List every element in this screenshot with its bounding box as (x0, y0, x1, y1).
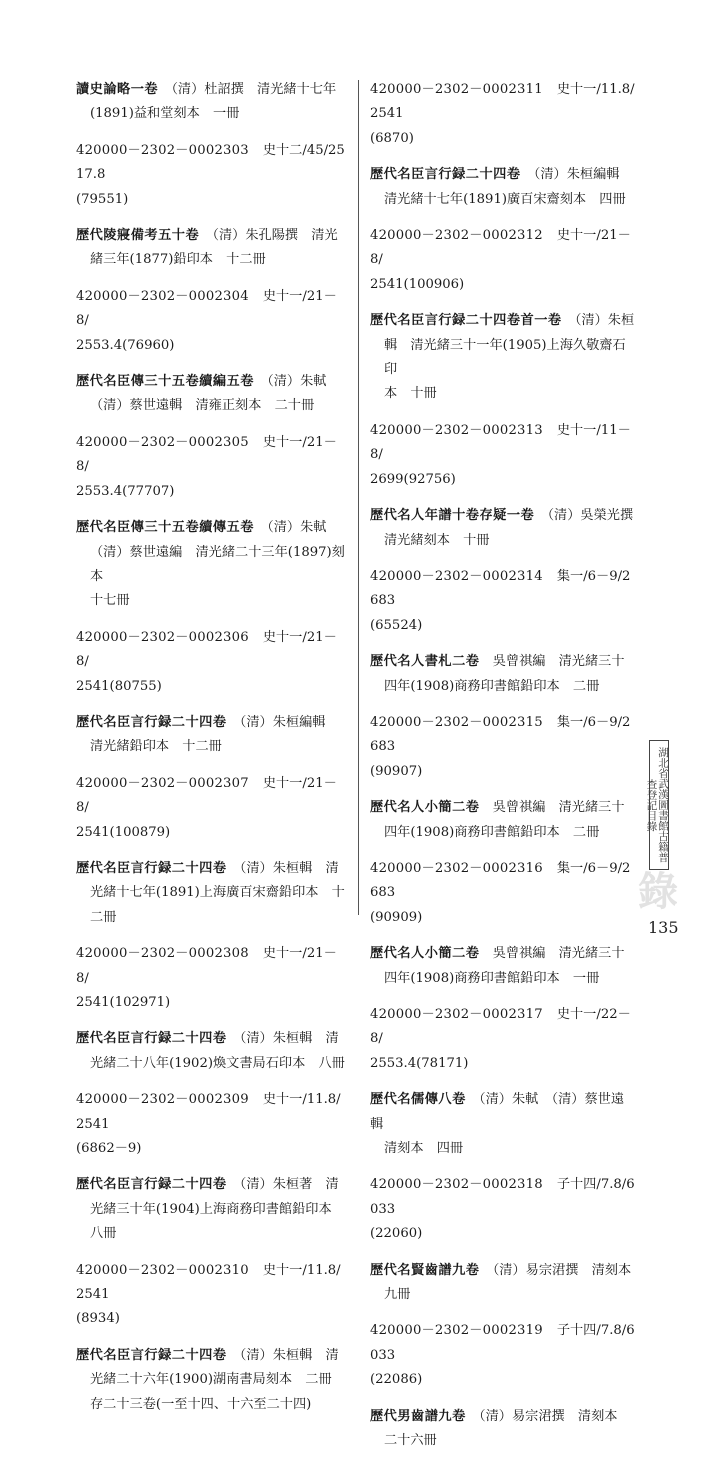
record-code-entry (76, 626, 348, 699)
call-number: 史十一/11.8/2541 (76, 1092, 341, 1132)
book-title: 歷代名臣言行録二十四卷 (76, 1347, 227, 1363)
book-title: 歷代名臣言行録二十四卷 (370, 167, 521, 183)
book-title: 歷代名賢齒譜九卷 (370, 1262, 480, 1278)
call-number: 史十一/21－8/ (76, 629, 337, 670)
call-number: 史十一/22－8/ (370, 1007, 631, 1047)
record-code: 420000－2302－0002305 (76, 434, 249, 450)
book-description-continued: 二冊 (90, 909, 117, 925)
book-title: 歷代名臣傳三十五卷續編五卷 (76, 374, 254, 390)
book-description-continued: 清光緒十七年(1891)廣百宋齋刻本 四冊 (384, 191, 626, 207)
book-description: 吳曾祺編 清光緒三十 (492, 800, 625, 816)
book-description: （清）朱桓輯 清 (239, 1031, 339, 1047)
record-code-entry (370, 224, 636, 297)
record-code: 420000－2302－0002309 (76, 1092, 249, 1108)
record-code-entry (76, 942, 348, 1015)
page-number: 135 (648, 918, 679, 937)
book-description: （清）朱桓輯 清 (239, 1347, 339, 1363)
call-number-continued: (6862－9) (76, 1141, 142, 1157)
book-title: 歷代名人書札二卷 (370, 654, 480, 670)
book-description: （清）易宗涒撰 清刻本 (479, 1408, 618, 1424)
record-code: 420000－2302－0002314 (370, 568, 543, 584)
call-number: 史十一/21－8/ (76, 775, 337, 816)
column-divider (358, 80, 359, 915)
book-entry (76, 1173, 348, 1246)
side-catalog-label: 湖北省武漢圖書館古籍普查登記目錄 (649, 740, 669, 870)
book-description-continued: 光緒十七年(1891)上海廣百宋齋鉛印本 十 (90, 885, 345, 901)
record-code-entry (370, 565, 636, 638)
book-description: 吳曾祺編 清光緒三十 (492, 654, 625, 670)
record-code: 420000－2302－0002315 (370, 714, 543, 730)
book-entry (370, 1088, 636, 1161)
call-number: 子十四/7.8/6033 (370, 1177, 635, 1217)
book-description-continued: 光緒二十六年(1900)湖南書局刻本 二冊 (90, 1372, 332, 1388)
book-description: （清）朱桓輯 清 (239, 860, 339, 876)
call-number: 史十一/21－8/ (76, 946, 337, 986)
book-description: （清）杜詔撰 清光緒十七年 (171, 82, 337, 97)
right-column (370, 78, 636, 1466)
book-description-continued: 九冊 (384, 1287, 411, 1303)
book-description-continued: 八冊 (90, 1226, 117, 1242)
record-code-entry (76, 285, 348, 358)
book-entry (76, 1344, 348, 1417)
record-code-entry (370, 1319, 636, 1392)
record-code-entry (370, 1003, 636, 1076)
call-number-continued: 2541(100906) (370, 276, 465, 292)
record-code-entry (76, 139, 348, 212)
call-number-continued: (8934) (76, 1311, 120, 1327)
book-title: 歷代陵寢備考五十卷 (76, 228, 200, 244)
record-code-entry (76, 1088, 348, 1161)
book-title: 歷代名臣言行録二十四卷 (76, 1177, 227, 1193)
book-description: （清）朱桓 (574, 313, 635, 329)
book-title: 讀史論略一卷 (76, 82, 159, 97)
book-description-continued: （清）蔡世遠輯 清雍正刻本 二十冊 (90, 398, 315, 414)
book-description-continued: 存二十三卷(一至十四、十六至二十四) (90, 1396, 312, 1412)
book-description-continued: 四年(1908)商務印書館鉛印本 二冊 (384, 678, 600, 694)
call-number: 集一/6－9/2683 (370, 568, 631, 609)
record-code-entry (76, 1259, 348, 1332)
book-title: 歷代名人小簡二卷 (370, 800, 480, 816)
book-entry (76, 857, 348, 930)
record-code: 420000－2302－0002308 (76, 946, 249, 962)
record-code: 420000－2302－0002307 (76, 775, 249, 791)
call-number-continued: 2541(80755) (76, 678, 162, 694)
call-number-continued: 2553.4(76960) (76, 337, 175, 353)
book-description-continued: 清光緒刻本 十冊 (384, 532, 490, 548)
book-description-continued: 本 十冊 (384, 386, 437, 402)
call-number-continued: (22086) (370, 1372, 423, 1388)
book-description: （清）吳榮光撰 (547, 508, 634, 524)
record-code: 420000－2302－0002304 (76, 288, 249, 304)
book-description-continued: 十七冊 (90, 593, 130, 609)
call-number: 史十一/11.8/2541 (370, 82, 635, 122)
call-number-continued: (22060) (370, 1226, 423, 1242)
book-description: （清）朱軾 （清）蔡世遠輯 (370, 1092, 625, 1132)
call-number: 子十四/7.8/6033 (370, 1323, 635, 1363)
call-number-continued: 2541(100879) (76, 824, 171, 840)
record-code-entry (370, 78, 636, 151)
book-description: （清）朱軾 (267, 374, 327, 390)
book-title: 歷代名儒傳八卷 (370, 1092, 466, 1108)
call-number-continued: (79551) (76, 191, 129, 207)
book-description-continued: 緒三年(1877)鉛印本 十二冊 (90, 252, 266, 268)
book-description: （清）朱桓編輯 (239, 714, 326, 730)
book-description: （清）朱桓著 清 (239, 1177, 339, 1193)
book-title: 歷代名臣言行録二十四卷 (76, 714, 227, 730)
book-entry (370, 309, 636, 407)
record-code: 420000－2302－0002310 (76, 1262, 249, 1278)
call-number-continued: 2699(92756) (370, 471, 456, 487)
call-number: 集一/6－9/2683 (370, 714, 631, 755)
book-title: 歷代男齒譜九卷 (370, 1408, 466, 1424)
call-number: 史十一/11.8/2541 (76, 1262, 341, 1303)
book-entry (370, 163, 636, 212)
book-entry (76, 78, 348, 127)
book-title: 歷代名臣言行録二十四卷 (76, 1031, 227, 1047)
record-code: 420000－2302－0002311 (370, 82, 543, 97)
book-title: 歷代名人年譜十卷存疑一卷 (370, 508, 535, 524)
book-entry (370, 504, 636, 553)
book-entry (370, 942, 636, 991)
book-description-continued: 輯 清光緒三十一年(1905)上海久敬齋石印 (384, 337, 626, 378)
call-number: 史十二/45/2517.8 (76, 142, 345, 183)
book-entry (370, 796, 636, 845)
record-code-entry (76, 431, 348, 504)
call-number-continued: 2553.4(78171) (370, 1055, 469, 1071)
book-entry (370, 1405, 636, 1454)
book-entry (76, 1027, 348, 1076)
call-number: 集一/6－9/2683 (370, 860, 631, 901)
call-number: 史十一/21－8/ (76, 434, 337, 475)
call-number-continued: (6870) (370, 130, 414, 146)
book-title: 歷代名臣傳三十五卷續傳五卷 (76, 520, 254, 536)
record-code-entry (370, 711, 636, 784)
record-code-entry (370, 419, 636, 492)
book-description-continued: 四年(1908)商務印書館鉛印本 一冊 (384, 970, 600, 986)
book-description-continued: 光緒三十年(1904)上海商務印書館鉛印本 (90, 1201, 332, 1217)
book-description-continued: 四年(1908)商務印書館鉛印本 二冊 (384, 824, 600, 840)
call-number: 史十一/21－8/ (76, 288, 337, 329)
record-code: 420000－2302－0002319 (370, 1323, 543, 1339)
call-number-continued: 2541(102971) (76, 995, 171, 1010)
book-title: 歷代名人小簡二卷 (370, 946, 480, 962)
book-description-continued: 光緒二十八年(1902)煥文書局石印本 八冊 (90, 1055, 345, 1071)
record-code: 420000－2302－0002318 (370, 1177, 543, 1193)
record-code-entry (370, 1173, 636, 1246)
book-description: （清）朱軾 (267, 520, 327, 536)
record-code-entry (370, 857, 636, 930)
call-number-continued: (90907) (370, 763, 423, 779)
record-code: 420000－2302－0002312 (370, 228, 543, 244)
book-description: （清）朱桓編輯 (533, 167, 620, 183)
record-code: 420000－2302－0002303 (76, 142, 249, 158)
book-description-continued: (1891)益和堂刻本 一冊 (90, 106, 240, 122)
book-description-continued: 清光緒鉛印本 十二冊 (90, 739, 222, 755)
record-code: 420000－2302－0002317 (370, 1007, 543, 1022)
book-description: 吳曾祺編 清光緒三十 (492, 946, 625, 962)
book-entry (76, 370, 348, 419)
book-entry (370, 650, 636, 699)
book-entry (76, 711, 348, 760)
record-code: 420000－2302－0002316 (370, 860, 543, 876)
call-number-continued: (90909) (370, 909, 423, 925)
book-title: 歷代名臣言行録二十四卷首一卷 (370, 313, 562, 329)
call-number-continued: (65524) (370, 617, 423, 633)
book-description-continued: 清刻本 四冊 (384, 1141, 464, 1157)
book-entry (370, 1259, 636, 1308)
call-number-continued: 2553.4(77707) (76, 483, 175, 499)
book-description-continued: 二十六冊 (384, 1433, 437, 1449)
book-description-continued: （清）蔡世遠編 清光緒二十三年(1897)刻本 (90, 544, 345, 584)
book-entry (76, 516, 348, 614)
record-code: 420000－2302－0002306 (76, 629, 249, 645)
left-column (76, 78, 348, 1429)
side-watermark-glyph: 錄 (638, 869, 678, 915)
call-number: 史十一/21－8/ (370, 228, 631, 268)
book-entry (76, 224, 348, 273)
call-number: 史十一/11－8/ (370, 422, 631, 463)
record-code-entry (76, 772, 348, 845)
book-description: （清）易宗涒撰 清刻本 (492, 1262, 632, 1278)
record-code: 420000－2302－0002313 (370, 422, 543, 438)
book-description: （清）朱孔陽撰 清光 (212, 228, 338, 244)
book-title: 歷代名臣言行録二十四卷 (76, 860, 227, 876)
